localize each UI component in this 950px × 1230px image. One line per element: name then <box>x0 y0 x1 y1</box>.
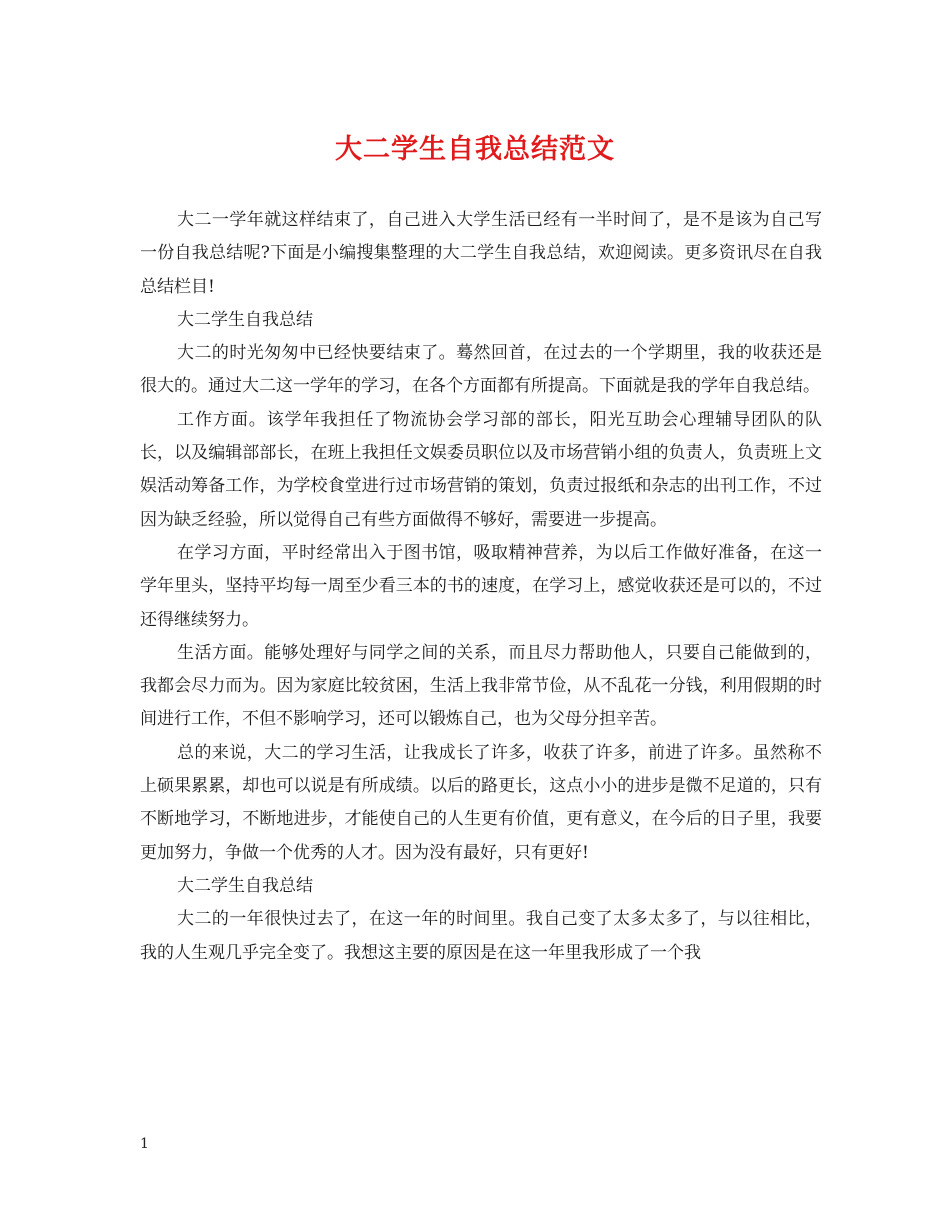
paragraph: 大二的时光匆匆中已经快要结束了。蓦然回首，在过去的一个学期里，我的收获还是很大的。通过大二这一学年的学习，在各个方面都有所提高。下面就是我的学年自我总结。 <box>140 343 822 397</box>
page-number: 1 <box>140 1136 149 1152</box>
paragraph: 总的来说，大二的学习生活，让我成长了许多，收获了许多，前进了许多。虽然称不上硕果累累，却也可以说是有所成绩。以后的路更长，这点小小的进步是微不足道的，只有不断地学习，不断地进步，才能使自己的人生更有价值，更有意义，在今后的日子里，我要更加努力，争做一个优秀的人才。因为没有最好，只有更好! <box>140 742 822 863</box>
paragraph: 生活方面。能够处理好与同学之间的关系，而且尽力帮助他人，只要自己能做到的，我都会尽力而为。因为家庭比较贫困，生活上我非常节俭，从不乱花一分钱，利用假期的时间进行工作，不但不影响学习，还可以锻炼自己，也为父母分担辛苦。 <box>140 642 822 730</box>
section-heading: 大二学生自我总结 <box>177 309 313 330</box>
paragraph: 工作方面。该学年我担任了物流协会学习部的部长，阳光互助会心理辅导团队的队长，以及编辑部部长，在班上我担任文娱委员职位以及市场营销小组的负责人，负责班上文娱活动筹备工作，为学校食堂进行过市场营销的策划，负责过报纸和杂志的出刊工作，不过因为缺乏经验，所以觉得自己有些方面做得不够好，需要进一步提高。 <box>140 409 822 530</box>
paragraph: 在学习方面，平时经常出入于图书馆，吸取精神营养，为以后工作做好准备，在这一学年里头，坚持平均每一周至少看三本的书的速度，在学习上，感觉收获还是可以的，不过还得继续努力。 <box>140 542 822 630</box>
section-heading: 大二学生自我总结 <box>177 875 313 896</box>
paragraph-intro: 大二一学年就这样结束了，自己进入大学生活已经有一半时间了，是不是该为自己写一份自我总结呢?下面是小编搜集整理的大二学生自我总结，欢迎阅读。更多资讯尽在自我总结栏目! <box>140 210 822 297</box>
document-body <box>140 204 822 970</box>
paragraph: 大二的一年很快过去了，在这一年的时间里。我自己变了太多太多了，与以往相比，我的人生观几乎完全变了。我想这主要的原因是在这一年里我形成了一个我 <box>140 909 822 963</box>
document-title: 大二学生自我总结范文 <box>335 134 615 165</box>
